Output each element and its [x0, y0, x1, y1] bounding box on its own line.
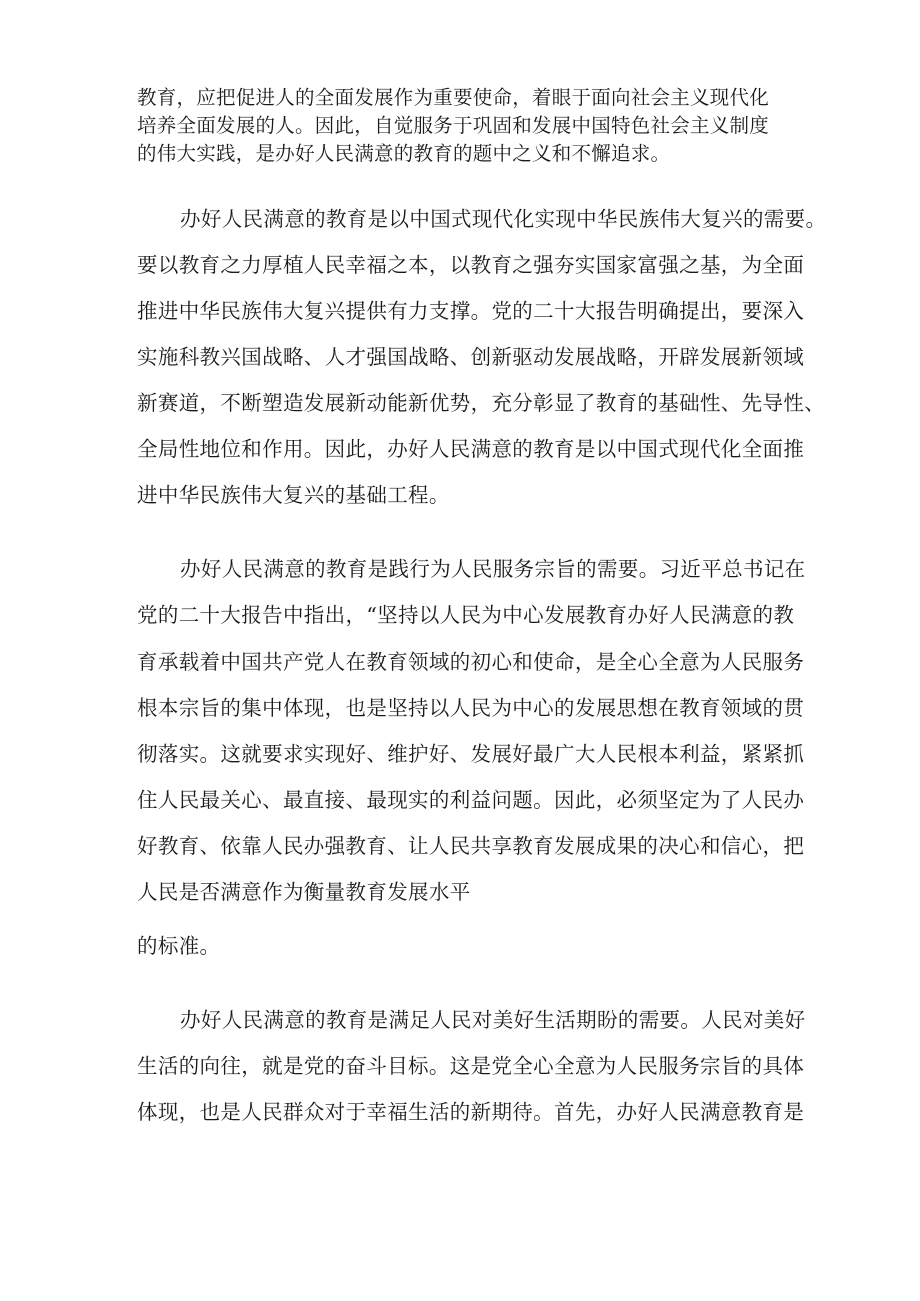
paragraph-3-line-9: 的标准。: [137, 934, 221, 958]
paragraph-3-line-4: 根本宗旨的集中体现，也是坚持以人民为中心的发展思想在教育领域的贯: [137, 696, 805, 720]
paragraph-3-line-3: 育承载着中国共产党人在教育领域的初心和使命，是全心全意为人民服务: [137, 650, 805, 674]
paragraph-1-line-3: 的伟大实践，是办好人民满意的教育的题中之义和不懈追求。: [137, 142, 671, 165]
paragraph-3-line-7: 好教育、依靠人民办强教育、让人民共享教育发展成果的决心和信心，把: [137, 834, 805, 858]
paragraph-2-line-1: 办好人民满意的教育是以中国式现代化实现中华民族伟大复兴的需要。: [180, 207, 827, 231]
paragraph-4-line-2: 生活的向往，就是党的奋斗目标。这是党全心全意为人民服务宗旨的具体: [137, 1054, 805, 1078]
paragraph-1-line-1: 教育，应把促进人的全面发展作为重要使命，着眼于面向社会主义现代化: [137, 86, 770, 109]
paragraph-3-line-6: 住人民最关心、最直接、最现实的利益问题。因此，必须坚定为了人民办: [137, 788, 805, 812]
paragraph-3-line-1: 办好人民满意的教育是践行为人民服务宗旨的需要。习近平总书记在: [180, 557, 806, 581]
paragraph-3-line-8: 人民是否满意作为衡量教育发展水平: [137, 880, 471, 904]
paragraph-2-line-3: 推进中华民族伟大复兴提供有力支撑。党的二十大报告明确提出，要深入: [137, 299, 805, 323]
paragraph-3-line-5: 彻落实。这就要求实现好、维护好、发展好最广大人民根本利益，紧紧抓: [137, 742, 805, 766]
paragraph-3-line-2: 党的二十大报告中指出，“坚持以人民为中心发展教育办好人民满意的教: [137, 603, 795, 627]
paragraph-2-line-7: 进中华民族伟大复兴的基础工程。: [137, 483, 450, 507]
paragraph-2-line-4: 实施科教兴国战略、人才强国战略、创新驱动发展战略，开辟发展新领域: [137, 345, 805, 369]
paragraph-2-line-6: 全局性地位和作用。因此，办好人民满意的教育是以中国式现代化全面推: [137, 437, 805, 461]
paragraph-4-line-1: 办好人民满意的教育是满足人民对美好生活期盼的需要。人民对美好: [180, 1008, 806, 1032]
paragraph-4-line-3: 体现，也是人民群众对于幸福生活的新期待。首先，办好人民满意教育是: [137, 1100, 805, 1124]
paragraph-2-line-2: 要以教育之力厚植人民幸福之本，以教育之强夯实国家富强之基，为全面: [137, 253, 805, 277]
paragraph-1-line-2: 培养全面发展的人。因此，自觉服务于巩固和发展中国特色社会主义制度: [137, 114, 770, 137]
paragraph-2-line-5: 新赛道，不断塑造发展新动能新优势，充分彰显了教育的基础性、先导性、: [137, 391, 826, 415]
